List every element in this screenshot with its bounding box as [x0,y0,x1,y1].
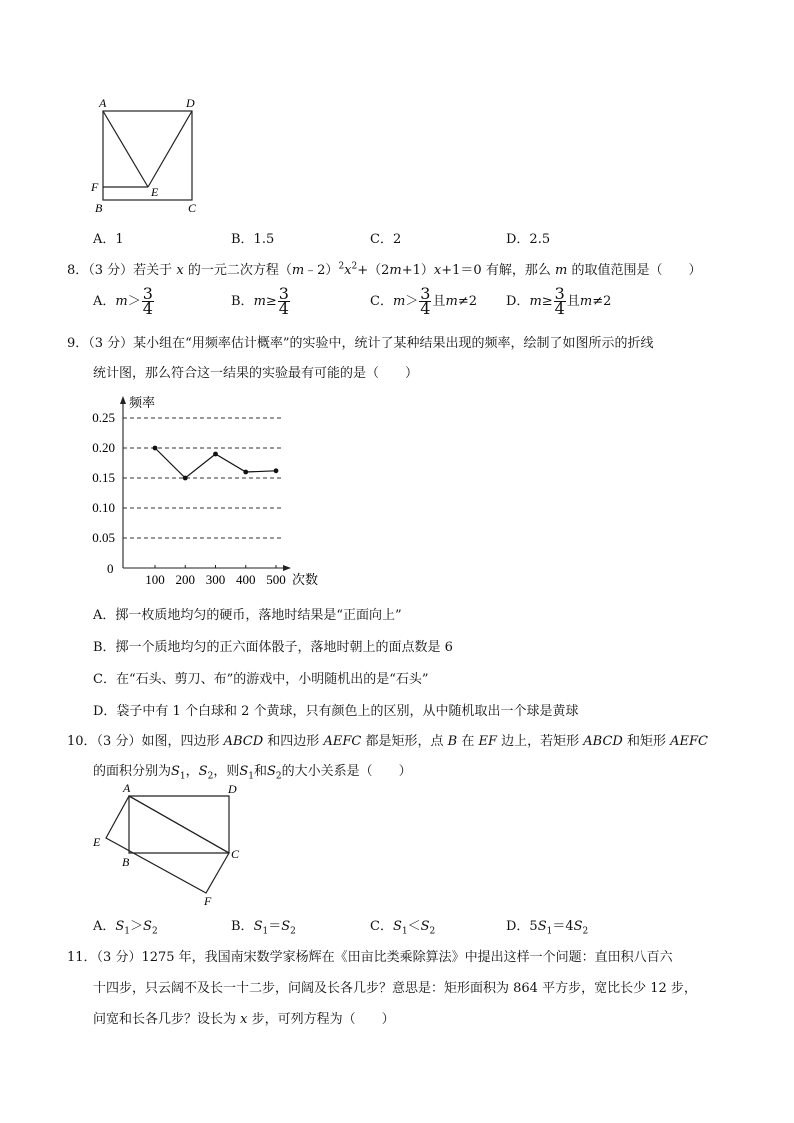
label-d: D [186,96,195,110]
label-b: B [122,855,130,869]
diagonal-ac [129,796,229,853]
q9-option-b[interactable]: B．掷一个质地均匀的正六面体骰子，落地时朝上的面点数是 6 [93,640,453,655]
label-e: E [93,835,101,849]
q11-stem-line3: 问宽和长各几步？设长为 x 步，可列方程为（ ） [93,1012,395,1027]
data-point [274,468,279,473]
data-point [153,446,158,451]
label-c: C [188,201,197,215]
label-e: E [151,185,159,199]
q9-option-c[interactable]: C．在“石头、剪刀、布”的游戏中，小明随机出的是“石头” [93,672,429,687]
q10-stem-line2: 的面积分别为$S_1$，$S_2$，则$S_1$和$S_2$的大小关系是（ ） [93,764,412,782]
q7-option-b[interactable]: B．1.5 [231,232,275,247]
y-axis-arrow [120,396,126,404]
y-axis-label: 频率 [129,395,156,410]
origin-label: 0 [107,561,114,576]
x-axis-label: 次数 [292,572,319,587]
x-tick-label: 500 [266,572,286,587]
x-axis-arrow [283,565,291,571]
q8-option-b[interactable]: B．m≥ $\frac{3}{4}$ [231,284,289,318]
q10-option-c[interactable]: C．$S_1<S_2$ [370,919,436,937]
y-tick-label: 0.05 [92,530,115,545]
fraction: $\frac{3}{4}$ [278,284,289,318]
label-b: B [95,201,103,215]
q9-option-a[interactable]: A．掷一枚质地均匀的硬币，落地时结果是“正面向上” [93,608,402,623]
y-tick-label: 0.10 [92,500,115,515]
q9-option-d[interactable]: D．袋子中有 1 个白球和 2 个黄球，只有颜色上的区别，从中随机取出一个球是黄球 [93,704,579,719]
data-point [213,452,218,457]
q10-stem-line1: 10．（3 分）如图，四边形 ABCD 和四边形 AEFC 都是矩形，点 B 在 EF 边上，若矩形 ABCD 和矩形 AEFC [67,734,708,749]
data-point [183,476,188,481]
q8-option-d[interactable]: D．m≥ $\frac{3}{4}$ 且m≠2 [506,284,612,318]
q10-option-d[interactable]: D．$5S_1=4S_2$ [506,919,589,937]
q11-stem-line1: 11．（3 分）1275 年，我国南宋数学家杨辉在《田亩比类乘除算法》中提出这样一个问题：直田积八百六 [67,950,673,965]
frequency-line-chart [85,392,335,592]
q9-stem-line1: 9．（3 分）某小组在“用频率估计概率”的实验中，统计了某种结果出现的频率，绘制了如图所示的折线 [67,336,654,351]
q9-stem-line2: 统计图，那么符合这一结果的实验最有可能的是（ ） [93,366,419,381]
label-f: F [204,894,212,908]
fraction: $\frac{3}{4}$ [420,284,431,318]
label-f: F [91,180,99,194]
q10-option-a[interactable]: A．$S_1>S_2$ [93,919,158,937]
q7-option-a[interactable]: A．1 [93,232,124,247]
label-d: D [228,782,237,796]
data-point [243,470,248,475]
q10-figure [88,780,248,908]
y-tick-label: 0.25 [92,410,115,425]
q10-option-b[interactable]: B．$S_1=S_2$ [231,919,296,937]
x-tick-label: 100 [145,572,165,587]
q7-option-c[interactable]: C．2 [370,232,402,247]
q7-figure [88,95,208,220]
rectangle-aefc [106,796,229,893]
x-tick-label: 200 [175,572,195,587]
q8-option-a[interactable]: A．m＞ $\frac{3}{4}$ [93,284,153,318]
x-tick-label: 400 [236,572,256,587]
segment-de [148,111,192,187]
x-tick-label: 300 [205,572,226,587]
segment-ae [103,111,148,187]
label-a: A [99,96,107,110]
fraction: $\frac{3}{4}$ [142,284,153,318]
y-tick-label: 0.20 [92,440,115,455]
label-a: A [123,781,131,795]
fraction: $\frac{3}{4}$ [554,284,565,318]
q11-stem-line2: 十四步，只云阔不及长一十二步，问阔及长各几步？意思是：矩形面积为 864 平方步，宽比长少 12 步， [93,981,697,996]
q8-stem: 8．（3 分）若关于 x 的一元二次方程$(m﹣2)^2x^2+(2m+1)x+1=0$ 有解，那么 m 的取值范围是（ ） [67,261,702,278]
q7-option-d[interactable]: D．2.5 [506,232,551,247]
q8-option-c[interactable]: C．m＞ $\frac{3}{4}$ 且m≠2 [370,284,477,318]
y-tick-label: 0.15 [92,470,115,485]
label-c: C [231,847,240,861]
